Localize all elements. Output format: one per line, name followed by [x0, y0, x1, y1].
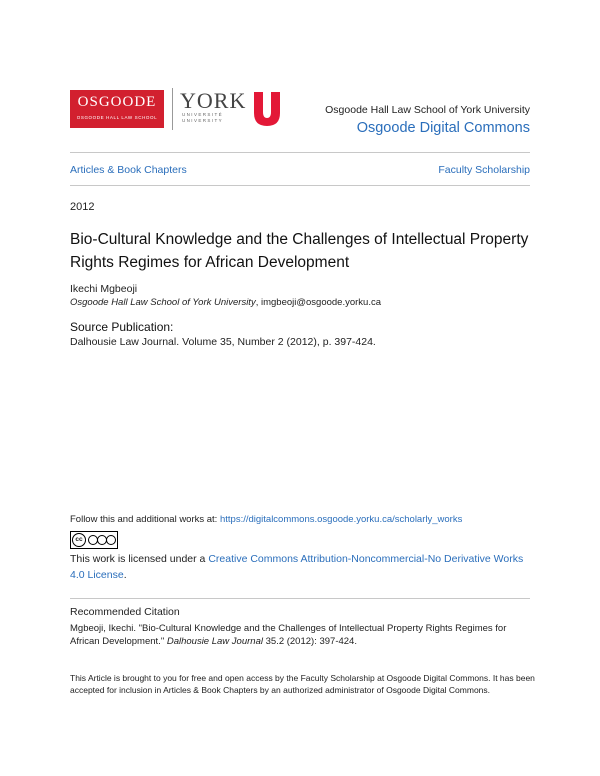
citation-before: Mgbeoji, Ikechi. "Bio-Cultural Knowledge and the Challenges of Intellectual Property Rights Regimes for African Development.": [70, 623, 507, 647]
citation-journal: Dalhousie Law Journal: [166, 636, 263, 647]
article-title: Bio-Cultural Knowledge and the Challenges of Intellectual Property Rights Regimes for African Development: [70, 231, 529, 271]
citation-text: [70, 622, 530, 648]
osgoode-logo: [70, 90, 164, 128]
footer-note: This Article is brought to you for free and open access by the Faculty Scholarship at Osgoode Digital Commons. It has been accepted for inclusion in Articles & Book Chapters by an authorized administrator of Osgoode Digital Commons.: [70, 673, 535, 695]
affiliation-institution: Osgoode Hall Law School of York University: [70, 297, 256, 308]
header-divider: [70, 152, 530, 153]
license-link[interactable]: Creative Commons Attribution-Noncommercial-No Derivative Works 4.0 License: [70, 553, 524, 581]
source-publication-text: Dalhousie Law Journal. Volume 35, Number 2 (2012), p. 397-424.: [70, 336, 376, 348]
recommended-citation-heading: Recommended Citation: [70, 606, 180, 618]
york-u-logo-icon: [252, 92, 282, 126]
author-name: Ikechi Mgbeoji: [70, 283, 138, 295]
license-suffix: .: [123, 569, 127, 581]
source-publication-heading: Source Publication:: [70, 320, 174, 334]
affiliation-email: , imgbeoji@osgoode.yorku.ca: [255, 297, 381, 308]
citation-divider: [70, 598, 530, 599]
nav-divider: [70, 185, 530, 186]
creative-commons-badge-icon[interactable]: [70, 531, 118, 549]
publication-year: 2012: [70, 201, 95, 213]
osgoode-logo-sub: OSGOODE HALL LAW SCHOOL: [76, 115, 158, 120]
author-affiliation: [70, 297, 381, 308]
license-prefix: This work is licensed under a: [70, 553, 209, 565]
follow-line: [70, 514, 462, 525]
york-logo-word: YORK: [180, 88, 247, 113]
scholarly-works-link[interactable]: https://digitalcommons.osgoode.yorku.ca/scholarly_works: [219, 514, 463, 525]
license-text: [70, 551, 530, 583]
cc-icon: cc: [72, 533, 86, 547]
nd-icon: [106, 535, 116, 545]
articles-book-chapters-link[interactable]: Articles & Book Chapters: [70, 164, 187, 176]
follow-prefix: Follow this and additional works at:: [70, 514, 220, 525]
school-name: Osgoode Hall Law School of York University: [325, 104, 530, 116]
osgoode-logo-word: OSGOODE: [77, 94, 157, 110]
repository-name[interactable]: Osgoode Digital Commons: [356, 120, 530, 136]
york-logo-sub: UNIVERSITÉ UNIVERSITY: [182, 112, 224, 123]
citation-after: 35.2 (2012): 397-424.: [262, 636, 357, 647]
logo-divider: [172, 88, 173, 130]
faculty-scholarship-link[interactable]: Faculty Scholarship: [438, 164, 530, 176]
